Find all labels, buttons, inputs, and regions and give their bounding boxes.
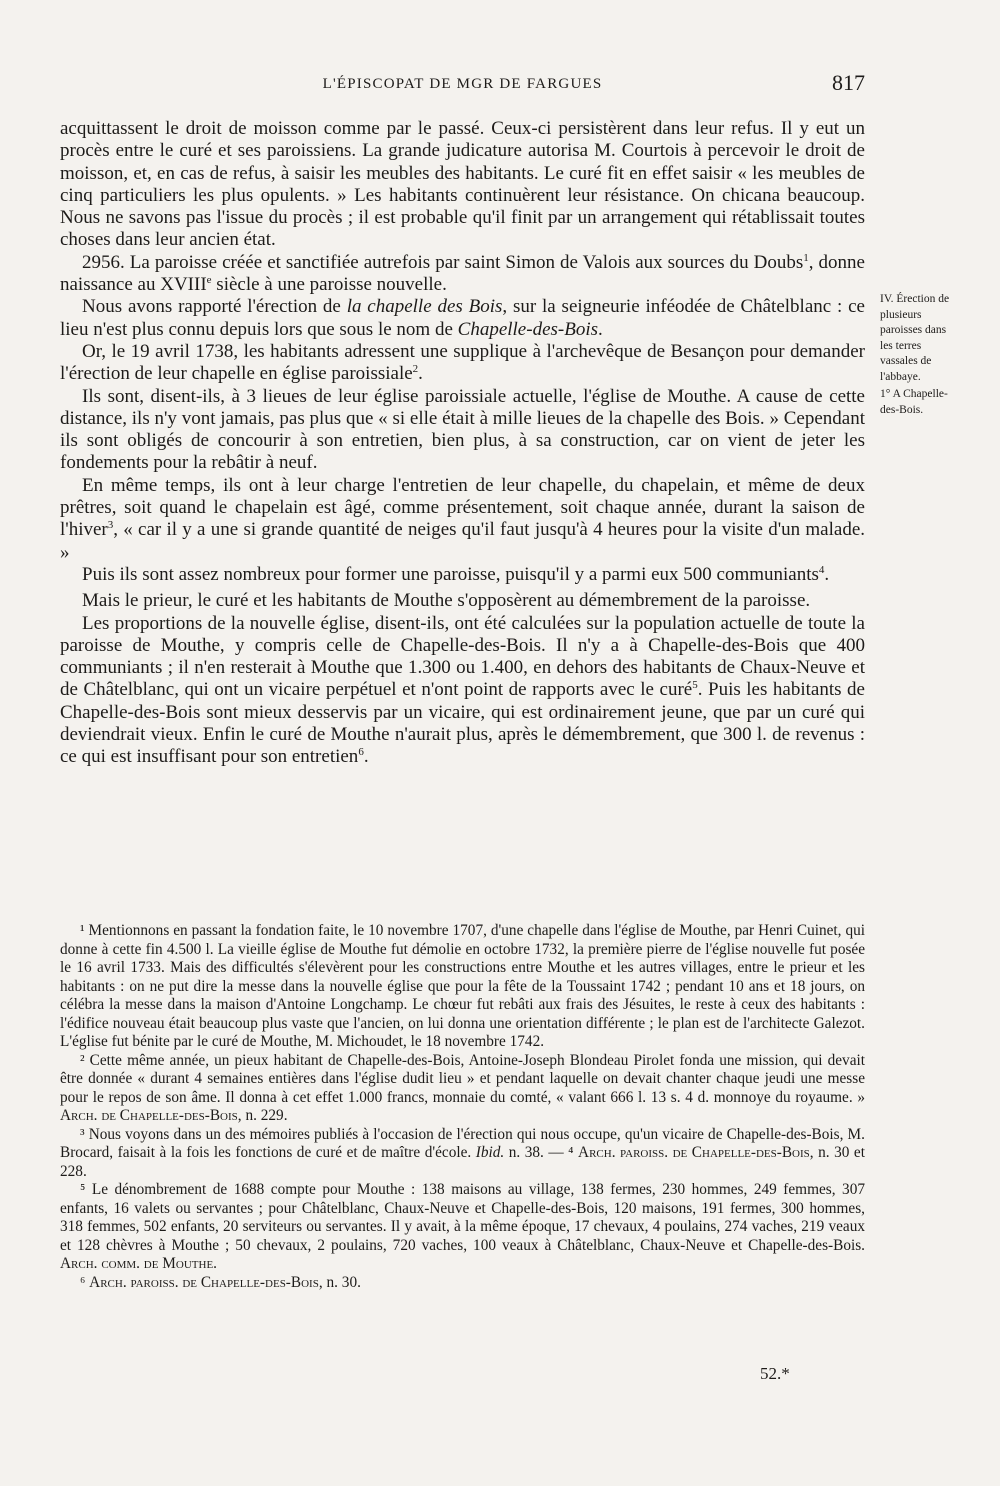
paragraph-6: En même temps, ils ont à leur charge l'entretien de leur chapelle, du chapelain, et même de deux prêtres, soit quand le chapelain est âgé, comme présentement, soit chaque année, durant la saison de l'hiver$^3$, « car il y a une si grande quantité de neiges qu'il faut jusqu'à 4 heures pour la visite d'un malade. » <box>60 474 865 563</box>
footnote-ref-3: 3 <box>107 519 114 532</box>
margin-note-section: IV. Érection de plusieurs paroisses dans les terres vassales de l'abbaye. <box>880 293 950 383</box>
running-header <box>60 70 865 102</box>
footnote-ref-2: 2 <box>412 363 419 376</box>
signature-mark: 52.* <box>760 1364 790 1383</box>
header-title: L'ÉPISCOPAT DE MGR DE FARGUES <box>322 76 603 92</box>
margin-note <box>880 292 956 420</box>
main-text <box>60 118 865 769</box>
footnote-6: ⁶ Arch. paroiss. de Chapelle-des-Bois, n. 30. <box>80 1273 361 1291</box>
paragraph-4: Or, le 19 avril 1738, les habitants adressent une supplique à l'archevêque de Besançon pour demander l'érection de leur chapelle en église paroissiale$^2$. <box>60 340 865 385</box>
footnote-ref-4: 4 <box>818 563 825 576</box>
footnote-ref-1: 1 <box>803 251 809 264</box>
paragraph-3: Nous avons rapporté l'érection de la chapelle des Bois, sur la seigneurie inféodée de Châtelblanc : ce lieu n'est plus connu depuis lors que sous le nom de Chapelle-des-Bois. <box>60 296 865 340</box>
footnote-2: ² Cette même année, un pieux habitant de Chapelle-des-Bois, Antoine-Joseph Blondeau Pirolet fonda une mission, qui devait être donnée « durant 4 semaines entières dans l'église dudit lieu » et pendant laquelle on devait chanter chaque jeudi une messe pour le repos de son âme. Il donna à cet effet 1.000 francs, monnaie du comté, « valant 666 l. 13 s. 4 d. monnoye du royaume. » Arch. de Chapelle-des-Bois, n. 229. <box>60 1051 865 1124</box>
footnote-ref-6: 6 <box>358 746 364 759</box>
margin-note-subsection: 1° A Chapelle-des-Bois. <box>880 388 948 416</box>
footnotes <box>60 922 865 1292</box>
paragraph-9: Les proportions de la nouvelle église, disent-ils, ont été calculées sur la population actuelle de toute la paroisse de Mouthe, y compris celle de Chapelle-des-Bois. Il n'y a à Chapelle-des-Bois que 400 communiants ; il n'en resterait à Mouthe que 1.300 ou 1.400, en dehors des habitants de Chaux-Neuve et de Châtelblanc, qui ont un vicaire perpétuel et n'ont point de rapports avec le curé$^5$. Puis les habitants de Chapelle-des-Bois sont mieux desservis par un vicaire, qui est ordinairement jeune, que par un curé qui deviendrait vieux. Enfin le curé de Mouthe n'aurait plus, après le démembrement, que 300 l. de revenus : ce qui est insuffisant pour son entretien$^6$. <box>60 612 865 768</box>
paragraph-1: acquittassent le droit de moisson comme par le passé. Ceux-ci persistèrent dans leur refus. Il y eut un procès entre le curé et ses paroissiens. La grande judicature autorisa M. Courtois à percevoir le droit de moisson, et, en cas de refus, à saisir les meubles des habitants. Le curé fit en effet saisir « les meubles de cinq particuliers les plus opulents. » Les habitants continuèrent leur résistance. On chicana beaucoup. Nous ne savons pas l'issue du procès ; il est probable qu'il finit par un arrangement qui rétablissait toutes choses dans leur ancien état. <box>60 118 865 251</box>
paragraph-7: Puis ils sont assez nombreux pour former une paroisse, puisqu'il y a parmi eux 500 communiants$^4$. <box>82 563 830 585</box>
paragraph-2: 2956. La paroisse créée et sanctifiée autrefois par saint Simon de Valois aux sources du Doubs$^1$, donne naissance au XVIIIe siècle à une paroisse nouvelle. <box>60 251 865 296</box>
footnote-5: ⁵ Le dénombrement de 1688 compte pour Mouthe : 138 maisons au village, 138 fermes, 230 hommes, 249 femmes, 307 enfants, 16 valets ou servantes ; pour Châtelblanc, Chaux-Neuve et Chapelle-des-Bois, 120 maisons, 191 fermes, 300 hommes, 318 femmes, 502 enfants, 20 serviteurs ou servantes. Il y avait, à la même époque, 17 chevaux, 4 poulains, 274 vaches, 219 veaux et 128 chèvres à Mouthe ; 50 chevaux, 2 poulains, 720 vaches, 100 veaux à Châtelblanc, Chaux-Neuve et Chapelle-des-Bois. Arch. comm. de Mouthe. <box>60 1181 865 1272</box>
page-number: 817 <box>832 70 865 95</box>
footnote-1: ¹ Mentionnons en passant la fondation faite, le 10 novembre 1707, d'une chapelle dans l'église de Mouthe, par Henri Cuinet, qui donne à cette fin 4.500 l. La vieille église de Mouthe fut démolie en octobre 1732, la première pierre de l'église nouvelle fut posée le 16 avril 1733. Mais des difficultés s'élevèrent pour les constructions entre Mouthe et les autres villages, entre le prieur et les habitants : on ne put dire la messe dans la nouvelle église que pour la fête de la Toussaint 1742 ; pendant 10 ans et 18 jours, on célébra la messe dans la maison d'Antoine Longchamp. Le chœur fut rebâti aux frais des Jésuites, le reste à ceux des habitants : l'édifice nouveau était beaucoup plus vaste que l'ancien, on lui donna une orientation différente ; le plan est de l'architecte Galezot. L'église fut bénite par le curé de Mouthe, M. Michoudet, le 18 novembre 1742. <box>60 922 865 1050</box>
footnote-3-4: ³ Nous voyons dans un des mémoires publiés à l'occasion de l'érection qui nous occupe, qu'un vicaire de Chapelle-des-Bois, M. Brocard, faisait à la fois les fonctions de curé et de maître d'école. Ibid. n. 38. — ⁴ Arch. paroiss. de Chapelle-des-Bois, n. 30 et 228. <box>60 1125 865 1180</box>
paragraph-8: Mais le prieur, le curé et les habitants de Mouthe s'opposèrent au démembrement de la paroisse. <box>82 590 811 612</box>
footnote-ref-5: 5 <box>692 679 698 692</box>
paragraph-5: Ils sont, disent-ils, à 3 lieues de leur église paroissiale actuelle, l'église de Mouthe. A cause de cette distance, ils n'y vont jamais, pas plus que « si elle était à mille lieues de la chapelle des Bois. » Cependant ils sont obligés de concourir à son entretien, bien plus, à sa construction, car on vient de jeter les fondements pour la rebâtir à neuf. <box>60 385 865 474</box>
